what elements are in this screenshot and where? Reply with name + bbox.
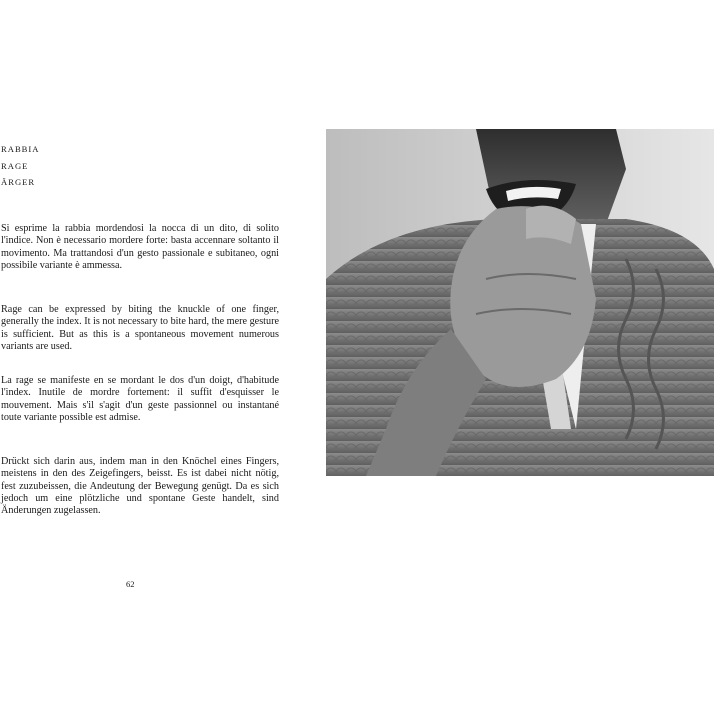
photo-illustration — [326, 129, 714, 476]
text-column — [0, 0, 310, 714]
paragraph-german: Drückt sich darin aus, indem man in den Knöchel eines Fingers, meistens in den des Zeigefingers, beisst. Es ist dabei nicht nötig, fest zuzubeissen, die Andeutung der Bewegung genügt. Da es sich jedoch um eine plötzliche und spontane Geste handelt, sind Änderungen zugelassen. — [1, 456, 279, 517]
title-italian: RABBIA — [1, 144, 40, 154]
paragraph-english: Rage can be expressed by biting the knuckle of one finger, generally the index. It is not necessary to bite hard, the mere gesture is sufficient. But as this is a spontaneous movement numerous variants are used. — [1, 304, 279, 352]
paragraph-french: La rage se manifeste en se mordant le dos d'un doigt, d'habitude l'index. Inutile de mordre fortement: il suffit d'esquisser le mouvement. Mais s'il s'agit d'un geste passionnel ou instantané toute variante possible est admise. — [1, 375, 279, 423]
gesture-photograph — [326, 129, 714, 476]
page-number: 62 — [126, 579, 135, 589]
title-english: RAGE — [1, 160, 29, 171]
title-german: ÄRGER — [1, 177, 36, 187]
gesture-titles — [1, 141, 39, 191]
paragraph-italian: Si esprime la rabbia mordendosi la nocca di un dito, di solito l'indice. Non è necessario mordere forte: basta accennare soltanto il movimento. Ma trattandosi d'un gesto passionale e subitaneo, ogni possibile variante è ammessa. — [1, 223, 279, 271]
